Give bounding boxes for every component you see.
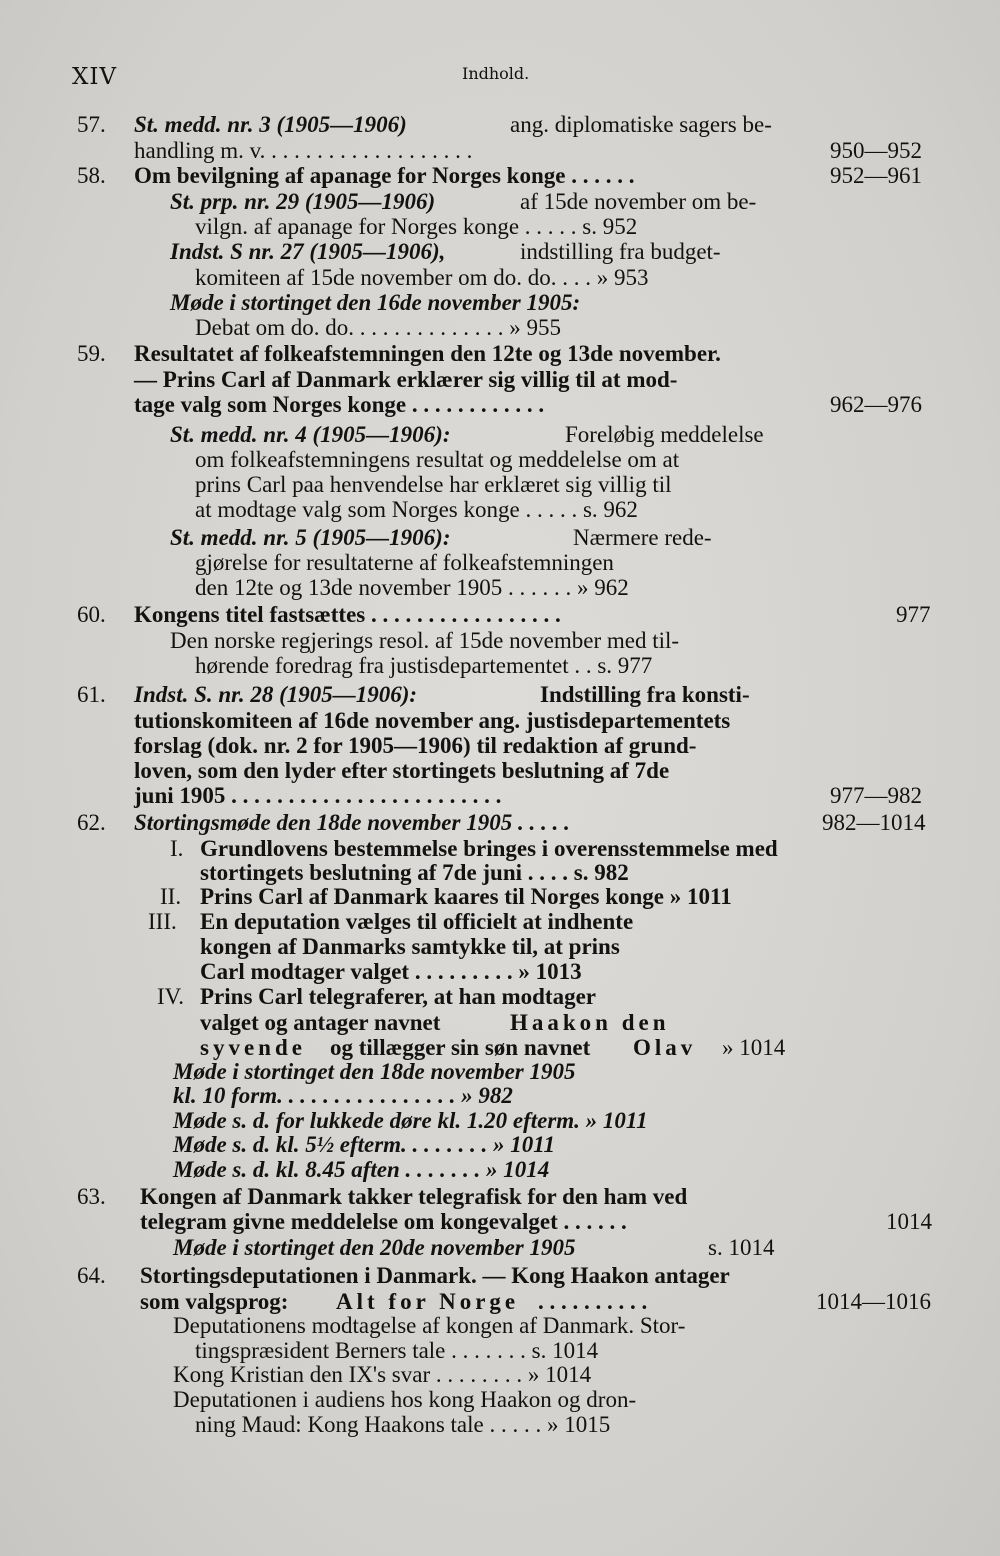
entry-text: St. medd. nr. 5 (1905—1906): xyxy=(170,525,451,550)
entry-text: Debat om do. do. . . . . . . . . . . . . . » 955 xyxy=(195,315,562,340)
entry-number: III. xyxy=(148,909,177,934)
entry-text: — Prins Carl af Danmark erklærer sig villig til at mod- xyxy=(134,367,678,392)
entry-text: Kongen af Danmark takker telegrafisk for den ham ved xyxy=(140,1184,688,1209)
entry-text: St. medd. nr. 4 (1905—1906): xyxy=(170,422,451,447)
entry-text: tingspræsident Berners tale . . . . . . . s. 1014 xyxy=(195,1338,599,1363)
entry-text: Møde i stortinget den 20de november 1905 xyxy=(173,1235,576,1260)
entry-text: St. medd. nr. 3 (1905—1906) xyxy=(134,112,407,137)
entry-text: som valgsprog: xyxy=(140,1289,289,1314)
page-reference: 962—976 xyxy=(830,392,922,417)
page-reference: 977 xyxy=(896,602,931,627)
entry-text: telegram givne meddelelse om kongevalget . . . . . . xyxy=(140,1209,627,1234)
entry-text: Stortingsmøde den 18de november 1905 . . . . . xyxy=(134,810,570,835)
entry-number: 64. xyxy=(77,1263,106,1288)
entry-text: Deputationen i audiens hos kong Haakon og dron- xyxy=(173,1387,637,1412)
entry-text: Stortingsdeputationen i Danmark. — Kong Haakon antager xyxy=(140,1263,730,1288)
entry-number: 63. xyxy=(77,1184,106,1209)
entry-text: handling m. v. . . . . . . . . . . . . . . . . . . xyxy=(134,138,473,163)
entry-text: loven, som den lyder efter stortingets beslutning af 7de xyxy=(134,758,670,783)
entry-text: » 1014 xyxy=(722,1035,786,1060)
entry-text: ang. diplomatiske sagers be- xyxy=(510,112,772,137)
entry-text: Møde s. d. kl. 8.45 aften . . . . . . . » 1014 xyxy=(173,1157,550,1182)
entry-number: 58. xyxy=(77,163,106,188)
entry-number: 60. xyxy=(77,602,106,627)
entry-text: komiteen af 15de november om do. do. . . . » 953 xyxy=(195,265,649,290)
entry-text: Alt for Norge xyxy=(336,1289,520,1314)
entry-text: Møde s. d. kl. 5½ efterm. . . . . . . . » 1011 xyxy=(173,1132,556,1157)
entry-text: den 12te og 13de november 1905 . . . . . . » 962 xyxy=(195,575,629,600)
entry-text: valget og antager navnet xyxy=(200,1010,441,1035)
entry-text: En deputation vælges til officielt at indhente xyxy=(200,909,634,934)
entry-text: Prins Carl telegraferer, at han modtager xyxy=(200,984,597,1009)
entry-text: stortingets beslutning af 7de juni . . . . s. 982 xyxy=(200,860,629,885)
page-reference: 977—982 xyxy=(830,783,922,808)
page-reference: 1014—1016 xyxy=(816,1289,931,1314)
entry-text: indstilling fra budget- xyxy=(520,239,721,264)
entry-text: gjørelse for resultaterne af folkeafstemningen xyxy=(195,550,614,575)
entry-number: IV. xyxy=(157,984,185,1009)
entry-text: Møde i stortinget den 18de november 1905 xyxy=(173,1059,576,1084)
entry-number: 59. xyxy=(77,341,106,366)
entry-text: s. 1014 xyxy=(708,1235,775,1260)
entry-text: Olav xyxy=(633,1035,697,1060)
entry-text: Kong Kristian den IX's svar . . . . . . . . » 1014 xyxy=(173,1362,592,1387)
entry-text: syvende xyxy=(200,1035,306,1060)
entry-text: Grundlovens bestemmelse bringes i overensstemmelse med xyxy=(200,836,778,861)
entry-text: Haakon den xyxy=(510,1010,670,1035)
entry-text: og tillægger sin søn navnet xyxy=(330,1035,591,1060)
entry-text: hørende foredrag fra justisdepartementet . . s. 977 xyxy=(195,653,653,678)
entry-text: Om bevilgning af apanage for Norges konge . . . . . . xyxy=(134,163,635,188)
entry-text: tage valg som Norges konge . . . . . . . . . . . . xyxy=(134,392,545,417)
entry-text: Indstilling fra konsti- xyxy=(540,682,750,707)
entry-text: Carl modtager valget . . . . . . . . . » 1013 xyxy=(200,959,582,984)
entry-text: Møde s. d. for lukkede døre kl. 1.20 efterm. » 1011 xyxy=(173,1108,648,1133)
entry-text: ning Maud: Kong Haakons tale . . . . . » 1015 xyxy=(195,1412,611,1437)
entry-text: St. prp. nr. 29 (1905—1906) xyxy=(170,189,436,214)
entry-text: af 15de november om be- xyxy=(520,189,757,214)
entry-text: Resultatet af folkeafstemningen den 12te og 13de november. xyxy=(134,341,721,366)
entry-number: II. xyxy=(160,884,182,909)
entry-text: forslag (dok. nr. 2 for 1905—1906) til redaktion af grund- xyxy=(134,733,697,758)
entry-number: 57. xyxy=(77,112,106,137)
entry-number: I. xyxy=(170,836,184,861)
entry-text: tutionskomiteen af 16de november ang. justisdepartementets xyxy=(134,708,731,733)
entry-text: kl. 10 form. . . . . . . . . . . . . . . . » 982 xyxy=(173,1083,513,1108)
entry-text: Indst. S nr. 27 (1905—1906), xyxy=(170,239,446,264)
entry-text: vilgn. af apanage for Norges konge . . . . . s. 952 xyxy=(195,214,638,239)
page-reference: 982—1014 xyxy=(822,810,926,835)
page-reference: 950—952 xyxy=(830,138,922,163)
entry-text: Den norske regjerings resol. af 15de november med til- xyxy=(170,628,680,653)
entry-text: Foreløbig meddelelse xyxy=(565,422,764,447)
entry-text: Deputationens modtagelse af kongen af Danmark. Stor- xyxy=(173,1313,686,1338)
page-reference: 952—961 xyxy=(830,163,922,188)
entry-text: juni 1905 . . . . . . . . . . . . . . . . . . . . . . . . xyxy=(134,783,502,808)
entry-text: Prins Carl af Danmark kaares til Norges konge » 1011 xyxy=(200,884,732,909)
entry-text: Møde i stortinget den 16de november 1905: xyxy=(170,290,581,315)
entry-number: 62. xyxy=(77,810,106,835)
entry-number: 61. xyxy=(77,682,106,707)
entry-text: Nærmere rede- xyxy=(573,525,712,550)
entry-text: Indst. S. nr. 28 (1905—1906): xyxy=(134,682,418,707)
running-title: Indhold. xyxy=(462,64,530,83)
entry-text: at modtage valg som Norges konge . . . . . s. 962 xyxy=(195,497,638,522)
page-number: XIV xyxy=(72,64,118,90)
entry-text: Kongens titel fastsættes . . . . . . . . . . . . . . . . . xyxy=(134,602,561,627)
entry-text: om folkeafstemningens resultat og meddelelse om at xyxy=(195,447,680,472)
entry-text: kongen af Danmarks samtykke til, at prins xyxy=(200,934,620,959)
entry-text: prins Carl paa henvendelse har erklæret sig villig til xyxy=(195,472,672,497)
entry-text: . . . . . . . . . . xyxy=(538,1289,648,1314)
page-reference: 1014 xyxy=(886,1209,932,1234)
